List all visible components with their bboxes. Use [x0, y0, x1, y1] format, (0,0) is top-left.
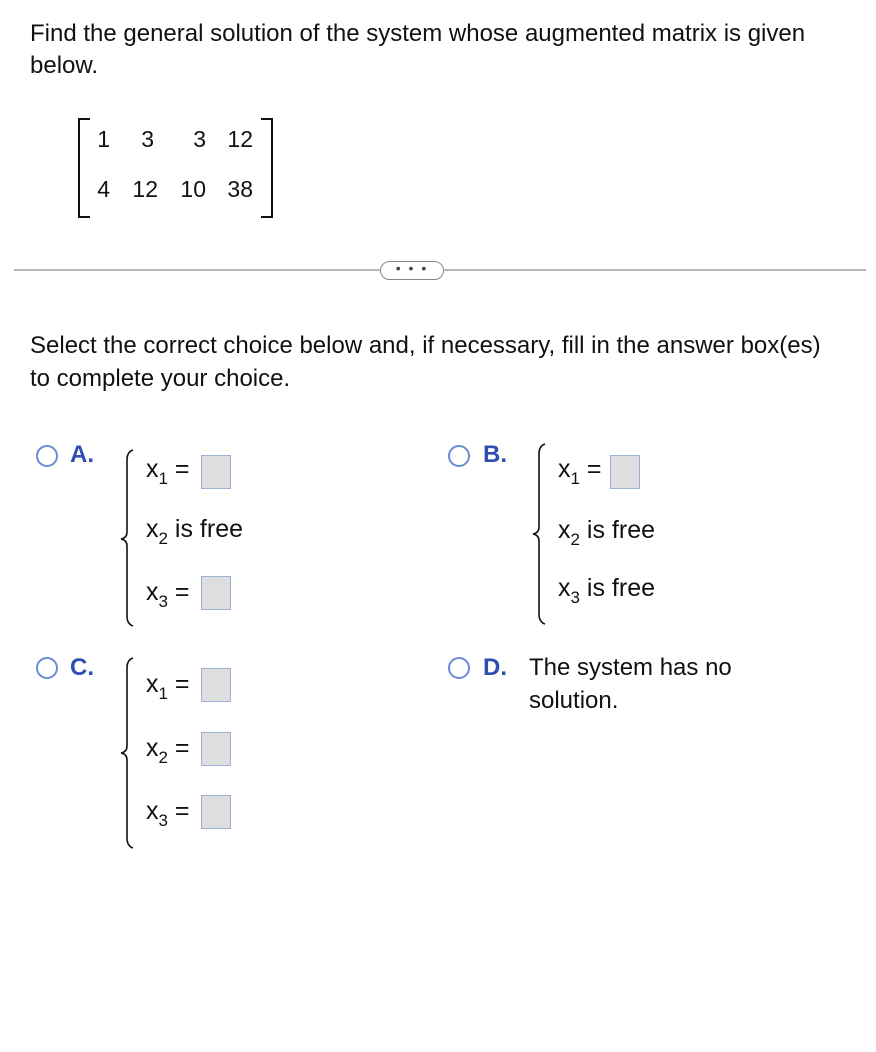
choice-c-x2-answer-box[interactable]	[201, 732, 231, 766]
matrix-cell: 3	[193, 126, 206, 152]
matrix-cell: 1	[97, 126, 110, 152]
choice-c-x3-label: $x_3$ =	[146, 797, 190, 830]
choice-a-brace-icon	[118, 448, 142, 628]
question-text: Find the general solution of the system whose augmented matrix is given below.	[30, 20, 806, 79]
matrix-cell: 12	[132, 176, 158, 202]
choice-d-text: The system has no solution.	[529, 654, 732, 714]
choice-c-letter[interactable]: C.	[70, 654, 94, 681]
choice-a-x1-answer-box[interactable]	[201, 455, 231, 489]
choice-a-x3-answer-box[interactable]	[201, 576, 231, 610]
matrix-cell: 3	[141, 126, 154, 152]
choice-c-x3-answer-box[interactable]	[201, 795, 231, 829]
choice-b-x3-label: $x_3$ is free	[558, 574, 656, 607]
choice-c-radio[interactable]	[36, 657, 58, 679]
choice-a-letter[interactable]: A.	[70, 441, 94, 468]
augmented-matrix	[78, 118, 273, 214]
choice-c-x1-label: $x_1$ =	[146, 670, 190, 703]
show-more-button[interactable]: • • •	[380, 261, 444, 280]
choice-b-brace-icon	[530, 442, 554, 626]
choice-b-letter[interactable]: B.	[483, 441, 507, 468]
choice-d-letter[interactable]: D.	[483, 654, 507, 681]
choice-a-x2-label: $x_2$ is free	[146, 515, 244, 548]
matrix-right-bracket	[261, 118, 273, 218]
choice-c-x1-answer-box[interactable]	[201, 668, 231, 702]
instruction-text: Select the correct choice below and, if necessary, fill in the answer box(es) to complete your choice.	[30, 332, 821, 392]
choice-a-x3-label: $x_3$ =	[146, 578, 190, 611]
matrix-cell: 38	[227, 176, 253, 202]
matrix-cell: 10	[180, 176, 206, 202]
choice-b-x2-label: $x_2$ is free	[558, 516, 656, 549]
choice-c-brace-icon	[118, 656, 142, 850]
choice-d-radio[interactable]	[448, 657, 470, 679]
choice-c-x2-label: $x_2$ =	[146, 734, 190, 767]
choice-b-x1-answer-box[interactable]	[610, 455, 640, 489]
matrix-cell: 12	[227, 126, 253, 152]
choice-a-x1-label: $x_1$ =	[146, 455, 190, 488]
choice-b-x1-label: $x_1$ =	[558, 455, 602, 488]
choice-a-radio[interactable]	[36, 445, 58, 467]
choice-b-radio[interactable]	[448, 445, 470, 467]
matrix-cell: 4	[97, 176, 110, 202]
